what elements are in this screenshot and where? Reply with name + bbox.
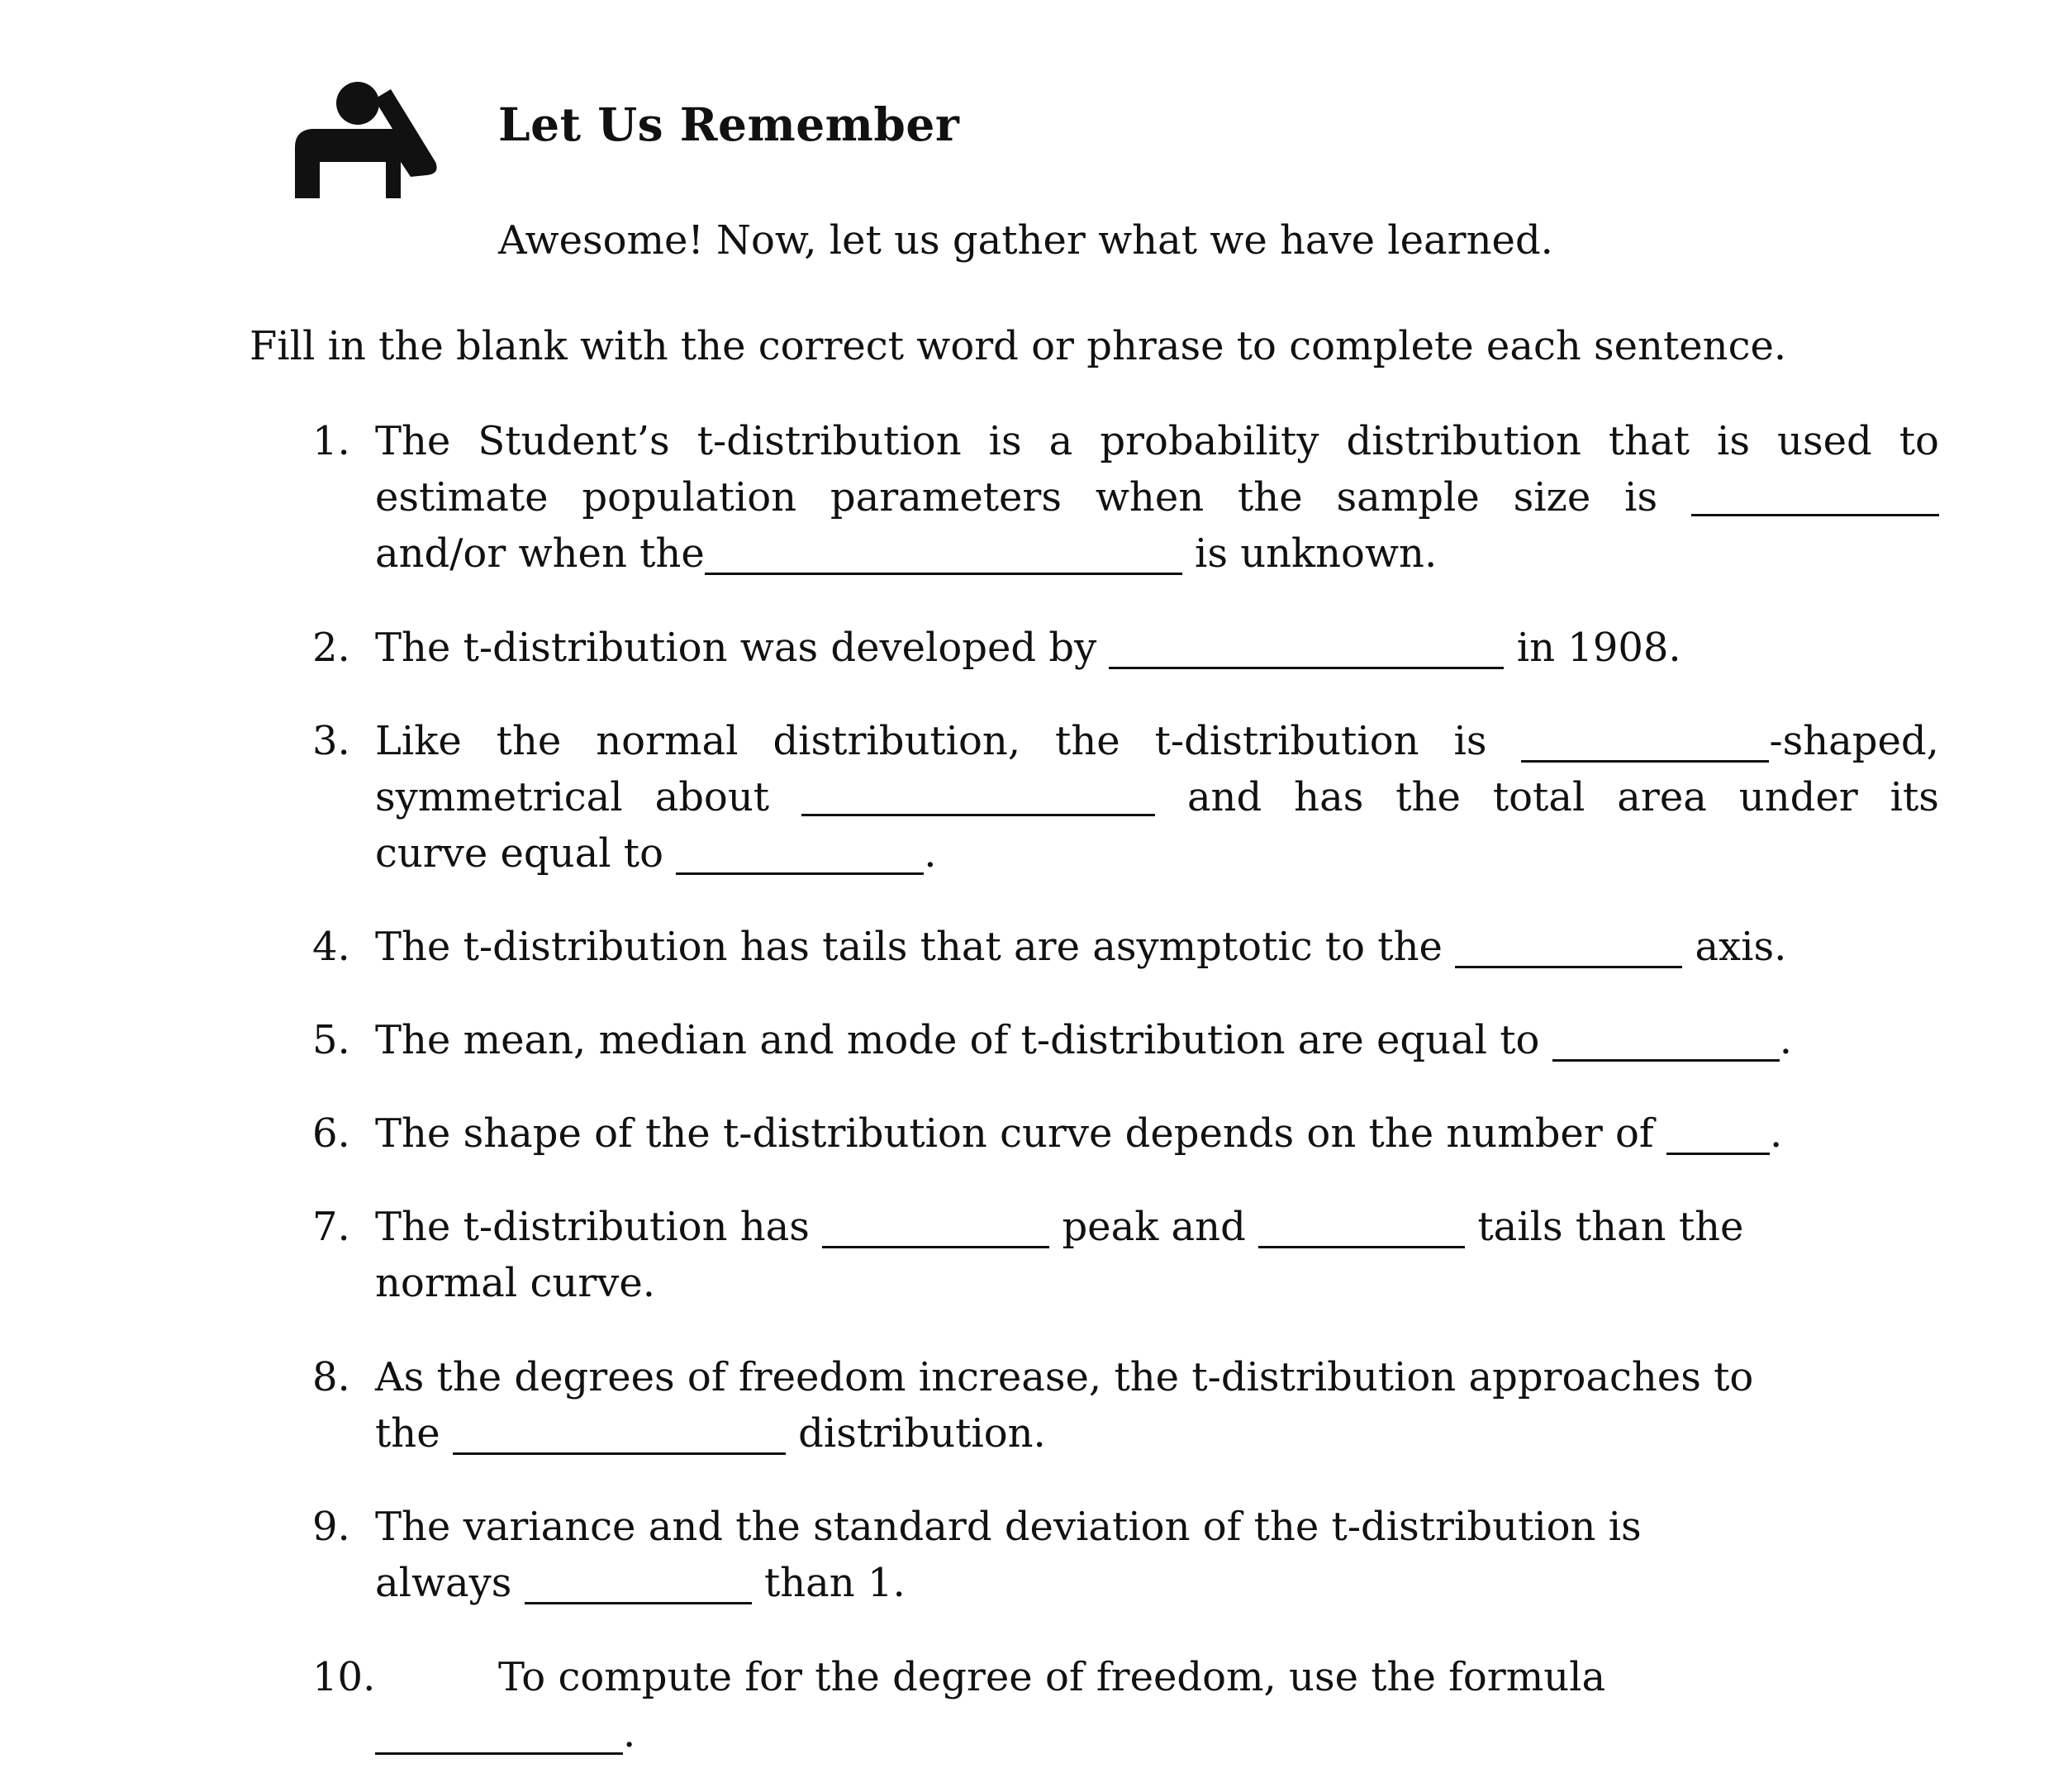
- answer-blank[interactable]: [525, 1562, 752, 1604]
- answer-blank[interactable]: [801, 774, 1155, 816]
- item-7-line-1: The t-distribution has peak and tails than the: [375, 1204, 1744, 1250]
- answer-blank[interactable]: [453, 1413, 786, 1455]
- item-9-line-1: The variance and the standard deviation of the t-distribution is: [375, 1504, 1642, 1550]
- item-4-line-1: The t-distribution has tails that are asymptotic to the axis.: [375, 924, 1787, 970]
- item-8-line-2: the distribution.: [375, 1410, 1046, 1457]
- item-7-line-2: normal curve.: [375, 1260, 656, 1306]
- item-number: 3.: [312, 718, 350, 764]
- item-3-line-3: curve equal to .: [375, 830, 937, 877]
- answer-blank[interactable]: [1521, 720, 1769, 763]
- item-number: 5.: [312, 1017, 350, 1063]
- item-10-line-1: To compute for the degree of freedom, use the formula: [498, 1654, 1606, 1700]
- instruction-text: Fill in the blank with the correct word or phrase to complete each sentence.: [250, 323, 1787, 369]
- item-3-line-2: symmetrical about and has the total area under its: [375, 774, 1939, 820]
- item-number: 7.: [312, 1204, 350, 1250]
- item-6-line-1: The shape of the t-distribution curve depends on the number of .: [375, 1110, 1783, 1157]
- answer-blank[interactable]: [1691, 474, 1939, 516]
- section-title: Let Us Remember: [498, 97, 960, 151]
- item-1-line-3: and/or when the is unknown.: [375, 530, 1438, 577]
- answer-blank[interactable]: [1455, 926, 1682, 968]
- item-3-line-1: Like the normal distribution, the t-distribution is -shaped,: [375, 718, 1939, 764]
- item-2-line-1: The t-distribution was developed by in 1908.: [375, 625, 1681, 671]
- item-5-line-1: The mean, median and mode of t-distribution are equal to .: [375, 1017, 1792, 1063]
- answer-blank[interactable]: [375, 1713, 623, 1755]
- answer-blank[interactable]: [1258, 1206, 1465, 1248]
- item-number: 6.: [312, 1110, 350, 1157]
- item-8-line-1: As the degrees of freedom increase, the t-distribution approaches to: [375, 1354, 1754, 1400]
- section-subtitle: Awesome! Now, let us gather what we have learned.: [498, 217, 1553, 264]
- item-number: 8.: [312, 1354, 350, 1400]
- item-number: 9.: [312, 1504, 350, 1550]
- answer-blank[interactable]: [676, 833, 924, 875]
- answer-blank[interactable]: [1552, 1020, 1780, 1062]
- item-number: 2.: [312, 625, 350, 671]
- item-1-line-2: estimate population parameters when the sample size is: [375, 474, 1939, 522]
- answer-blank[interactable]: [1109, 627, 1504, 669]
- item-number: 1.: [312, 418, 350, 464]
- item-number: 4.: [312, 924, 350, 970]
- item-9-line-2: always than 1.: [375, 1560, 906, 1606]
- item-number: 10.: [312, 1654, 376, 1700]
- answer-blank[interactable]: [1666, 1113, 1770, 1155]
- item-1-line-1: The Student’s t-distribution is a probability distribution that is used to: [375, 418, 1939, 464]
- item-10-line-2: .: [375, 1710, 635, 1758]
- thinking-person-icon: [293, 81, 438, 198]
- answer-blank[interactable]: [822, 1206, 1049, 1248]
- answer-blank[interactable]: [705, 533, 1182, 575]
